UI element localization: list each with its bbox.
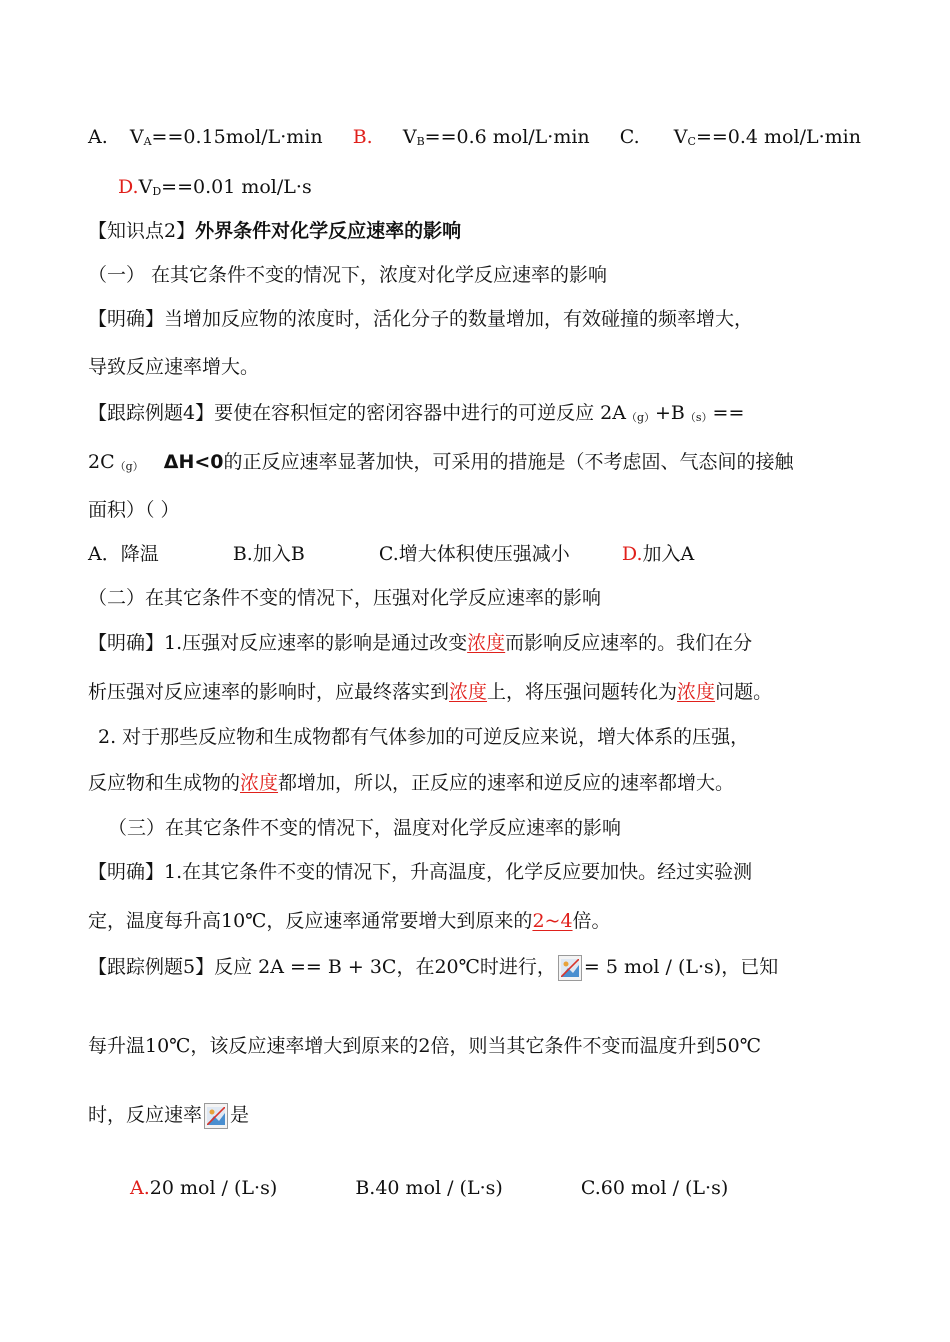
part-2-text-4a: 反应物和生成物的 [88, 772, 241, 794]
example-5-option-b: B.40 mol / (L·s) [355, 1177, 503, 1199]
part-2-line-4 [88, 771, 734, 795]
clarify-label: 【明确】 [88, 308, 165, 330]
part-2-text-1b: 而影响反应速率的。我们在分 [505, 632, 753, 654]
key-term-concentration: 浓度 [467, 632, 506, 654]
part-2-text-2c: 问题。 [715, 681, 773, 703]
q3-option-c-letter: C. [619, 126, 640, 148]
example-4-line-1 [88, 401, 744, 428]
q3-option-d-sub: D [152, 185, 162, 198]
q3-options-row-1 [88, 125, 861, 154]
part-3-line-1 [88, 860, 752, 884]
example-5-text-3b: 是 [230, 1104, 250, 1126]
q3-option-c-sub: C [687, 135, 696, 148]
example-5-text-3a: 时，反应速率 [88, 1104, 203, 1126]
part-2-line-3: 2. 对于那些反应物和生成物都有气体参加的可逆反应来说，增大体系的压强， [98, 726, 750, 748]
example-5-line-2: 每升温10℃，该反应速率增大到原来的2倍，则当其它条件不变而温度升到50℃ [88, 1035, 761, 1057]
example-4-label: 【跟踪例题4】 [88, 402, 215, 424]
q3-option-c-value: ==0.4 mol/L·min [695, 126, 861, 148]
q3-option-a-letter: A. [88, 126, 108, 148]
example-5-text-1a: 反应 2A == B + 3C，在20℃时进行， [214, 956, 556, 978]
example-4-option-a: A．降温 [88, 543, 159, 565]
example-5-line-1 [88, 955, 778, 981]
key-term-range: 2~4 [532, 910, 573, 932]
example-4-line-3: 面积）（ ） [88, 499, 180, 521]
clarify-label: 【明确】 [88, 861, 165, 883]
example-5-option-a-text: 20 mol / (L·s) [149, 1177, 278, 1199]
key-term-concentration: 浓度 [449, 681, 488, 703]
q3-option-b-v: V [402, 126, 417, 148]
section-2-bracket-label: 【知识点2】 [88, 220, 196, 242]
part-3-text-2b: 倍。 [572, 910, 611, 932]
q3-option-b-letter: B. [352, 126, 373, 148]
example-4-sub-g2: （g） [114, 460, 144, 473]
q3-option-d-v: V [138, 176, 153, 198]
key-term-concentration: 浓度 [240, 772, 279, 794]
part-3-line-2 [88, 909, 611, 933]
example-4-option-c: C.增大体积使压强减小 [378, 543, 570, 565]
q3-option-c-v: V [673, 126, 688, 148]
part-3-text-2a: 定，温度每升高10℃，反应速率通常要增大到原来的 [88, 910, 533, 932]
key-term-concentration: 浓度 [677, 681, 716, 703]
part-1-clarify-text-1: 当增加反应物的浓度时，活化分子的数量增加，有效碰撞的频率增大， [164, 308, 754, 330]
example-4-text-1b: +B [655, 402, 685, 424]
example-4-text-1a: 要使在容积恒定的密闭容器中进行的可逆反应 2A [214, 402, 626, 424]
example-5-option-c: C.60 mol / (L·s) [580, 1177, 729, 1199]
example-5-options [130, 1176, 728, 1200]
broken-image-icon [204, 1103, 228, 1129]
q3-option-a-sub: A [143, 135, 152, 148]
part-2-text-1a: 1.压强对反应速率的影响是通过改变 [164, 632, 468, 654]
example-5-text-1b: = 5 mol / (L·s)，已知 [583, 956, 779, 978]
part-2-text-2b: 上，将压强问题转化为 [487, 681, 678, 703]
part-2-line-2 [88, 680, 772, 704]
q3-option-b-sub: B [416, 135, 425, 148]
section-2-title: 外界条件对化学反应速率的影响 [195, 220, 462, 242]
example-5-label: 【跟踪例题5】 [88, 956, 215, 978]
q3-option-d-letter: D. [118, 176, 139, 198]
example-4-enthalpy: ΔH<0 [163, 451, 224, 473]
part-3-text-1: 1.在其它条件不变的情况下，升高温度，化学反应要加快。经过实验测 [164, 861, 753, 883]
clarify-label: 【明确】 [88, 632, 165, 654]
part-1-clarify-line-2: 导致反应速率增大。 [88, 356, 260, 378]
example-4-text-1c: == [712, 402, 745, 424]
part-2-text-2a: 析压强对反应速率的影响时，应最终落实到 [88, 681, 450, 703]
part-1-heading: （一） 在其它条件不变的情况下，浓度对化学反应速率的影响 [88, 264, 608, 286]
section-2-heading [88, 219, 461, 243]
example-4-option-b: B.加入B [232, 543, 305, 565]
example-4-sub-g1: （g） [625, 411, 655, 424]
part-2-line-1 [88, 631, 752, 655]
q3-option-d-value: ==0.01 mol/L·s [161, 176, 312, 198]
example-4-option-d-letter: D. [621, 543, 643, 565]
example-4-option-d-text: 加入A [642, 543, 695, 565]
example-4-line-2 [88, 450, 794, 477]
q3-option-a-value: ==0.15mol/L·min [151, 126, 323, 148]
part-1-clarify-line-1 [88, 307, 753, 331]
part-2-heading: （二）在其它条件不变的情况下，压强对化学反应速率的影响 [88, 587, 602, 609]
part-2-text-4b: 都增加，所以，正反应的速率和逆反应的速率都增大。 [278, 772, 735, 794]
q3-option-a-v: V [129, 126, 144, 148]
example-4-text-2c: 的正反应速率显著加快，可采用的措施是（不考虑固、气态间的接触 [223, 451, 794, 473]
example-4-sub-s: （s） [684, 411, 713, 424]
q3-options-row-2 [118, 175, 312, 204]
example-5-line-3 [88, 1103, 249, 1129]
part-3-heading: （三）在其它条件不变的情况下，温度对化学反应速率的影响 [108, 817, 622, 839]
q3-option-b-value: ==0.6 mol/L·min [424, 126, 590, 148]
example-4-options [88, 542, 694, 566]
example-5-option-a-letter: A. [130, 1177, 150, 1199]
example-4-text-2a: 2C [88, 451, 115, 473]
broken-image-icon [558, 955, 582, 981]
